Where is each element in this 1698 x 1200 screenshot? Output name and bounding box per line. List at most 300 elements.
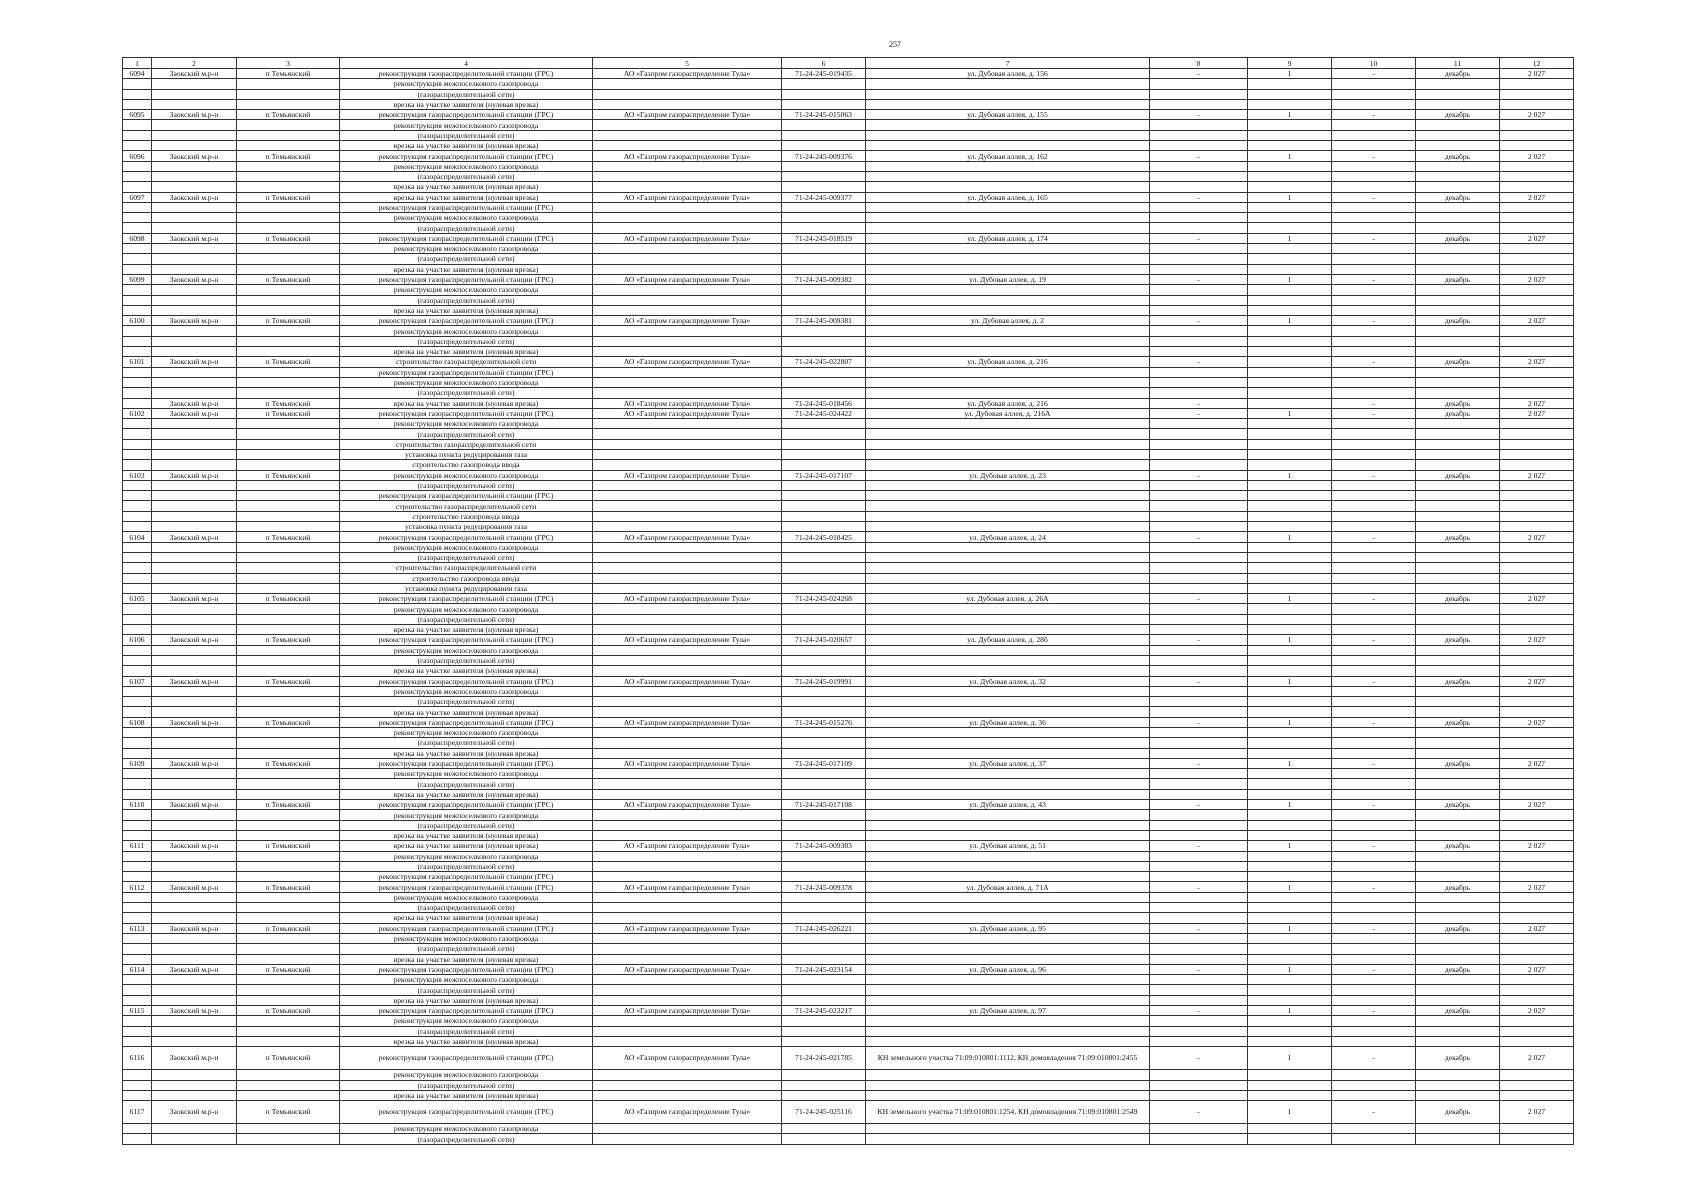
work-description: (газораспределительной сети) [340, 89, 593, 99]
organization-cell [593, 419, 782, 429]
year-cell [1500, 892, 1574, 902]
address-cell [866, 861, 1150, 871]
table-row [123, 419, 1574, 429]
application-number [782, 141, 866, 151]
col10-cell [1332, 872, 1416, 882]
month-cell [1416, 769, 1500, 779]
year-cell [1500, 748, 1574, 758]
record-number [123, 202, 152, 212]
col10-cell [1332, 130, 1416, 140]
year-cell [1500, 728, 1574, 738]
year-cell [1500, 182, 1574, 192]
district-cell: Заокский м.р-н [152, 964, 237, 974]
district-cell [152, 779, 237, 789]
organization-cell [593, 264, 782, 274]
header-cell: 2 [152, 58, 237, 69]
settlement-cell: п Темьянский [237, 964, 340, 974]
address-cell [866, 171, 1150, 181]
settlement-cell: п Темьянский [237, 151, 340, 161]
col9-cell: 1 [1248, 408, 1332, 418]
year-cell: 2 027 [1500, 532, 1574, 542]
col10-cell: - [1332, 316, 1416, 326]
organization-cell [593, 223, 782, 233]
work-description: реконструкция газораспределительной станции (ГРС) [340, 1101, 593, 1124]
work-description: (газораспределительной сети) [340, 614, 593, 624]
year-cell: 2 027 [1500, 110, 1574, 120]
col8-cell: - [1150, 316, 1248, 326]
col9-cell [1248, 347, 1332, 357]
table-row [123, 985, 1574, 995]
work-description: врезка на участке заявителя (нулевая врезка) [340, 841, 593, 851]
year-cell [1500, 439, 1574, 449]
year-cell [1500, 161, 1574, 171]
table-row [123, 151, 1574, 161]
address-cell: КН земельного участка 71:09:010801:1112, КН домовладения 71:09:010801:2455 [866, 1047, 1150, 1070]
year-cell [1500, 336, 1574, 346]
table-row [123, 202, 1574, 212]
organization-cell [593, 645, 782, 655]
organization-cell [593, 542, 782, 552]
district-cell: Заокский м.р-н [152, 923, 237, 933]
year-cell: 2 027 [1500, 964, 1574, 974]
settlement-cell: п Темьянский [237, 1047, 340, 1070]
month-cell: декабрь [1416, 923, 1500, 933]
district-cell [152, 769, 237, 779]
work-description: строительство газораспределительной сети [340, 501, 593, 511]
col10-cell: - [1332, 233, 1416, 243]
application-number [782, 285, 866, 295]
col10-cell [1332, 223, 1416, 233]
organization-cell [593, 99, 782, 109]
col9-cell [1248, 501, 1332, 511]
table-row [123, 491, 1574, 501]
organization-cell [593, 820, 782, 830]
col9-cell: 1 [1248, 470, 1332, 480]
col9-cell [1248, 285, 1332, 295]
month-cell: декабрь [1416, 1006, 1500, 1016]
year-cell [1500, 254, 1574, 264]
year-cell [1500, 851, 1574, 861]
table-row [123, 295, 1574, 305]
col10-cell: - [1332, 408, 1416, 418]
address-cell [866, 655, 1150, 665]
address-cell [866, 728, 1150, 738]
col8-cell: - [1150, 69, 1248, 79]
work-description: (газораспределительной сети) [340, 779, 593, 789]
col8-cell [1150, 120, 1248, 130]
year-cell [1500, 120, 1574, 130]
settlement-cell [237, 707, 340, 717]
record-number [123, 944, 152, 954]
settlement-cell [237, 552, 340, 562]
col8-cell [1150, 89, 1248, 99]
address-cell [866, 645, 1150, 655]
record-number: 6099 [123, 274, 152, 284]
month-cell [1416, 1036, 1500, 1046]
record-number: 6105 [123, 594, 152, 604]
organization-cell: АО «Газпром газораспределение Тула» [593, 964, 782, 974]
month-cell: декабрь [1416, 1101, 1500, 1124]
table-row [123, 995, 1574, 1005]
col8-cell [1150, 511, 1248, 521]
col10-cell [1332, 491, 1416, 501]
col10-cell [1332, 892, 1416, 902]
organization-cell [593, 779, 782, 789]
year-cell [1500, 1016, 1574, 1026]
record-number [123, 985, 152, 995]
address-cell: ул. Дубовая аллея, д. 51 [866, 841, 1150, 851]
organization-cell [593, 1080, 782, 1090]
district-cell: Заокский м.р-н [152, 758, 237, 768]
col10-cell [1332, 975, 1416, 985]
organization-cell: АО «Газпром газораспределение Тула» [593, 470, 782, 480]
address-cell: ул. Дубовая аллея, д. 165 [866, 192, 1150, 202]
year-cell [1500, 1026, 1574, 1036]
year-cell [1500, 89, 1574, 99]
col10-cell: - [1332, 841, 1416, 851]
district-cell: Заокский м.р-н [152, 151, 237, 161]
record-number: 6117 [123, 1101, 152, 1124]
col9-cell [1248, 625, 1332, 635]
district-cell [152, 738, 237, 748]
col8-cell [1150, 254, 1248, 264]
col8-cell: - [1150, 758, 1248, 768]
application-number [782, 903, 866, 913]
application-number: 71-24-245-015063 [782, 110, 866, 120]
year-cell [1500, 1080, 1574, 1090]
col9-cell [1248, 614, 1332, 624]
district-cell [152, 552, 237, 562]
col9-cell [1248, 357, 1332, 367]
col9-cell [1248, 1070, 1332, 1080]
col8-cell: - [1150, 594, 1248, 604]
record-number [123, 810, 152, 820]
col8-cell: - [1150, 532, 1248, 542]
col9-cell: 1 [1248, 1101, 1332, 1124]
year-cell [1500, 810, 1574, 820]
record-number: 6106 [123, 635, 152, 645]
address-cell [866, 182, 1150, 192]
year-cell [1500, 491, 1574, 501]
col8-cell: - [1150, 882, 1248, 892]
application-number: 71-24-245-009383 [782, 841, 866, 851]
month-cell: декабрь [1416, 717, 1500, 727]
col10-cell: - [1332, 151, 1416, 161]
work-description: реконструкция газораспределительной станции (ГРС) [340, 532, 593, 542]
work-description: реконструкция межпоселкового газопровода [340, 377, 593, 387]
col10-cell [1332, 449, 1416, 459]
col10-cell [1332, 377, 1416, 387]
col10-cell [1332, 625, 1416, 635]
month-cell: декабрь [1416, 594, 1500, 604]
header-cell: 8 [1150, 58, 1248, 69]
month-cell [1416, 604, 1500, 614]
work-description: реконструкция газораспределительной станции (ГРС) [340, 800, 593, 810]
col8-cell [1150, 1124, 1248, 1134]
organization-cell [593, 511, 782, 521]
organization-cell [593, 182, 782, 192]
col9-cell [1248, 954, 1332, 964]
settlement-cell: п Темьянский [237, 398, 340, 408]
month-cell: декабрь [1416, 316, 1500, 326]
application-number [782, 563, 866, 573]
settlement-cell [237, 583, 340, 593]
work-description: реконструкция газораспределительной станции (ГРС) [340, 1047, 593, 1070]
work-description: врезка на участке заявителя (нулевая врезка) [340, 192, 593, 202]
organization-cell [593, 985, 782, 995]
col9-cell [1248, 171, 1332, 181]
work-description: врезка на участке заявителя (нулевая врезка) [340, 1036, 593, 1046]
month-cell [1416, 130, 1500, 140]
work-description: строительство газопровода ввода [340, 511, 593, 521]
work-description: врезка на участке заявителя (нулевая врезка) [340, 264, 593, 274]
col8-cell [1150, 697, 1248, 707]
col8-cell [1150, 367, 1248, 377]
month-cell [1416, 810, 1500, 820]
col8-cell [1150, 810, 1248, 820]
application-number [782, 244, 866, 254]
month-cell [1416, 614, 1500, 624]
work-description: (газораспределительной сети) [340, 429, 593, 439]
month-cell [1416, 645, 1500, 655]
application-number [782, 542, 866, 552]
year-cell: 2 027 [1500, 316, 1574, 326]
settlement-cell [237, 501, 340, 511]
application-number [782, 501, 866, 511]
col10-cell [1332, 254, 1416, 264]
col8-cell: - [1150, 398, 1248, 408]
col9-cell [1248, 769, 1332, 779]
col8-cell: - [1150, 110, 1248, 120]
address-cell [866, 1016, 1150, 1026]
work-description: реконструкция газораспределительной станции (ГРС) [340, 872, 593, 882]
address-cell [866, 933, 1150, 943]
col10-cell [1332, 419, 1416, 429]
record-number: 6094 [123, 69, 152, 79]
organization-cell: АО «Газпром газораспределение Тула» [593, 841, 782, 851]
col10-cell: - [1332, 923, 1416, 933]
address-cell [866, 573, 1150, 583]
settlement-cell [237, 851, 340, 861]
header-cell: 5 [593, 58, 782, 69]
record-number [123, 892, 152, 902]
col8-cell: - [1150, 233, 1248, 243]
settlement-cell: п Темьянский [237, 594, 340, 604]
settlement-cell [237, 738, 340, 748]
application-number [782, 182, 866, 192]
organization-cell [593, 830, 782, 840]
header-cell: 11 [1416, 58, 1500, 69]
work-description: реконструкция газораспределительной станции (ГРС) [340, 717, 593, 727]
record-number [123, 223, 152, 233]
district-cell: Заокский м.р-н [152, 316, 237, 326]
application-number [782, 728, 866, 738]
application-number [782, 367, 866, 377]
work-description: (газораспределительной сети) [340, 1080, 593, 1090]
header-cell: 10 [1332, 58, 1416, 69]
table-row [123, 975, 1574, 985]
work-description: (газораспределительной сети) [340, 130, 593, 140]
month-cell [1416, 336, 1500, 346]
settlement-cell: п Темьянский [237, 923, 340, 933]
organization-cell [593, 913, 782, 923]
settlement-cell [237, 79, 340, 89]
record-number [123, 347, 152, 357]
month-cell [1416, 326, 1500, 336]
col9-cell: 1 [1248, 192, 1332, 202]
col9-cell [1248, 182, 1332, 192]
month-cell [1416, 89, 1500, 99]
month-cell [1416, 851, 1500, 861]
settlement-cell: п Темьянский [237, 1101, 340, 1124]
work-description: реконструкция межпоселкового газопровода [340, 645, 593, 655]
col10-cell [1332, 99, 1416, 109]
application-number [782, 583, 866, 593]
col10-cell: - [1332, 192, 1416, 202]
year-cell [1500, 995, 1574, 1005]
col8-cell [1150, 161, 1248, 171]
col9-cell [1248, 933, 1332, 943]
year-cell [1500, 913, 1574, 923]
record-number [123, 99, 152, 109]
address-cell [866, 1134, 1150, 1144]
work-description: реконструкция межпоселкового газопровода [340, 769, 593, 779]
address-cell [866, 614, 1150, 624]
organization-cell: АО «Газпром газораспределение Тула» [593, 676, 782, 686]
address-cell: КН земельного участка 71:09:010801:1254, КН домовладения 71:09:010801:2549 [866, 1101, 1150, 1124]
year-cell [1500, 347, 1574, 357]
year-cell [1500, 614, 1574, 624]
table-row [123, 141, 1574, 151]
organization-cell [593, 1026, 782, 1036]
table-row [123, 841, 1574, 851]
col8-cell [1150, 1036, 1248, 1046]
work-description: врезка на участке заявителя (нулевая врезка) [340, 99, 593, 109]
district-cell [152, 336, 237, 346]
table-row [123, 244, 1574, 254]
work-description: реконструкция газораспределительной станции (ГРС) [340, 151, 593, 161]
header-cell: 4 [340, 58, 593, 69]
application-number [782, 933, 866, 943]
month-cell [1416, 707, 1500, 717]
organization-cell [593, 789, 782, 799]
col9-cell [1248, 1080, 1332, 1090]
col10-cell [1332, 429, 1416, 439]
work-description: (газораспределительной сети) [340, 738, 593, 748]
work-description: строительство газораспределительной сети [340, 357, 593, 367]
application-number [782, 171, 866, 181]
organization-cell [593, 244, 782, 254]
year-cell: 2 027 [1500, 1101, 1574, 1124]
table-row [123, 944, 1574, 954]
district-cell [152, 501, 237, 511]
month-cell [1416, 779, 1500, 789]
month-cell: декабрь [1416, 408, 1500, 418]
year-cell [1500, 789, 1574, 799]
district-cell [152, 1070, 237, 1080]
col8-cell [1150, 625, 1248, 635]
col9-cell [1248, 583, 1332, 593]
address-cell [866, 367, 1150, 377]
application-number [782, 439, 866, 449]
organization-cell [593, 728, 782, 738]
month-cell [1416, 213, 1500, 223]
col8-cell [1150, 79, 1248, 89]
month-cell [1416, 655, 1500, 665]
work-description: реконструкция газораспределительной станции (ГРС) [340, 110, 593, 120]
record-number [123, 728, 152, 738]
col8-cell [1150, 985, 1248, 995]
district-cell [152, 439, 237, 449]
organization-cell [593, 522, 782, 532]
district-cell [152, 851, 237, 861]
works-table [122, 57, 1574, 1145]
organization-cell [593, 388, 782, 398]
col10-cell [1332, 933, 1416, 943]
settlement-cell [237, 1134, 340, 1144]
application-number [782, 913, 866, 923]
month-cell [1416, 182, 1500, 192]
table-row [123, 69, 1574, 79]
record-number: 6100 [123, 316, 152, 326]
col8-cell [1150, 604, 1248, 614]
address-cell [866, 480, 1150, 490]
district-cell: Заокский м.р-н [152, 635, 237, 645]
col9-cell [1248, 789, 1332, 799]
application-number [782, 480, 866, 490]
address-cell [866, 141, 1150, 151]
month-cell [1416, 1080, 1500, 1090]
record-number [123, 377, 152, 387]
col8-cell [1150, 1016, 1248, 1026]
work-description: врезка на участке заявителя (нулевая врезка) [340, 995, 593, 1005]
col8-cell [1150, 99, 1248, 109]
work-description: реконструкция межпоселкового газопровода [340, 120, 593, 130]
year-cell [1500, 388, 1574, 398]
application-number [782, 254, 866, 264]
month-cell [1416, 995, 1500, 1005]
organization-cell [593, 89, 782, 99]
table-row [123, 1080, 1574, 1090]
col8-cell [1150, 851, 1248, 861]
record-number: 6108 [123, 717, 152, 727]
address-cell [866, 1090, 1150, 1100]
district-cell [152, 728, 237, 738]
district-cell [152, 1124, 237, 1134]
address-cell [866, 460, 1150, 470]
col9-cell [1248, 738, 1332, 748]
col9-cell [1248, 1134, 1332, 1144]
application-number [782, 614, 866, 624]
application-number: 71-24-245-019435 [782, 69, 866, 79]
col8-cell [1150, 563, 1248, 573]
organization-cell [593, 573, 782, 583]
table-row [123, 830, 1574, 840]
organization-cell [593, 851, 782, 861]
col9-cell [1248, 851, 1332, 861]
table-row [123, 614, 1574, 624]
settlement-cell: п Темьянский [237, 1006, 340, 1016]
table-row [123, 635, 1574, 645]
organization-cell [593, 326, 782, 336]
col9-cell [1248, 830, 1332, 840]
record-number: 6112 [123, 882, 152, 892]
record-number [123, 419, 152, 429]
district-cell [152, 872, 237, 882]
col8-cell [1150, 542, 1248, 552]
col9-cell [1248, 748, 1332, 758]
address-cell [866, 377, 1150, 387]
